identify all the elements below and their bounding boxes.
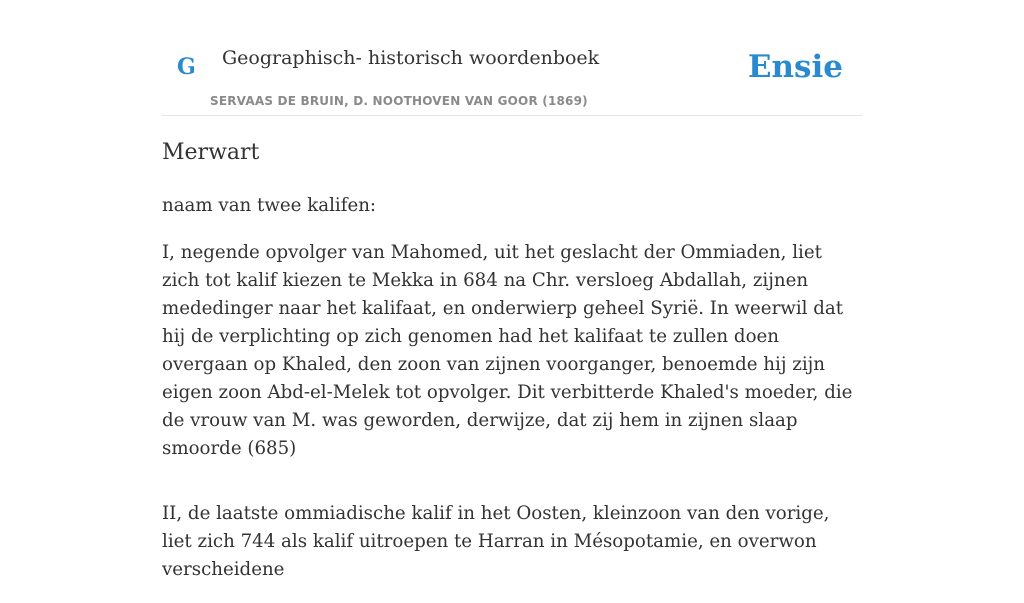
entry-title: Merwart — [162, 140, 260, 165]
page-header — [162, 0, 862, 116]
entry-paragraph: I, negende opvolger van Mahomed, uit het geslacht der Ommiaden, liet zich tot kalif kiezen te Mekka in 684 na Chr. versloeg Abdallah, zijnen mededinger naar het kalifaat, en onderwierp geheel Syrië. In weerwil dat hij de verplichting op zich genomen had het kalifaat te zullen doen overgaan op Khaled, den zoon van zijnen voorganger, benoemde hij zijn eigen zoon Abd-el-Melek tot opvolger. Dit verbitterde Khaled's moeder, die de vrouw van M. was geworden, derwijze, dat zij hem in zijnen slaap smoorde (685) — [162, 242, 853, 459]
book-title-link[interactable]: Geographisch- historisch woordenboek — [222, 47, 600, 69]
entry-body — [162, 192, 862, 603]
entry-paragraph: II, de laatste ommiadische kalif in het Oosten, kleinzoon van den vorige, liet zich 744 als kalif uitroepen te Harran in Mésopotamie, en overwon verscheidene — [162, 503, 830, 580]
book-author: SERVAAS DE BRUIN, D. NOOTHOVEN VAN GOOR (1869) — [210, 94, 588, 108]
page — [162, 0, 862, 580]
index-letter-link[interactable]: G — [177, 54, 196, 80]
entry-paragraph: naam van twee kalifen: — [162, 195, 377, 216]
ensie-logo-link[interactable]: Ensie — [747, 49, 843, 85]
